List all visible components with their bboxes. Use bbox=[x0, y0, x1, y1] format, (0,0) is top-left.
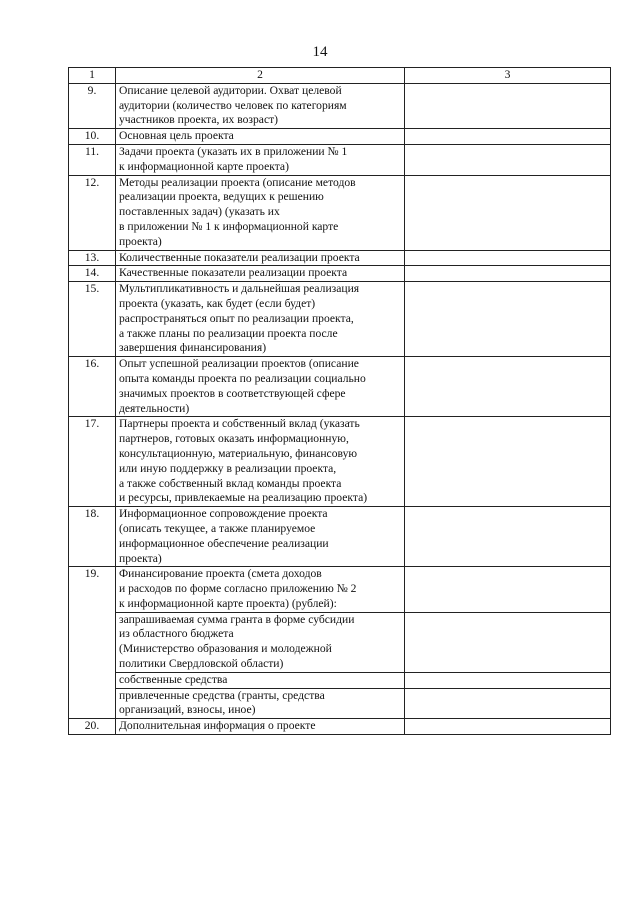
financing-row bbox=[69, 567, 611, 612]
table-header-row bbox=[69, 68, 611, 84]
row-value-cell[interactable] bbox=[405, 672, 611, 688]
row-value-cell[interactable] bbox=[405, 83, 611, 128]
project-info-table bbox=[68, 67, 611, 735]
table-row bbox=[69, 266, 611, 282]
row-value-cell[interactable] bbox=[405, 282, 611, 357]
row-label: Мультипликативность и дальнейшая реализация проекта (указать, как будет (если будет) распространяться опыт по реализации проекта, а также планы по реализации проекта после завершения финансирования) bbox=[116, 282, 405, 357]
table-row bbox=[69, 357, 611, 417]
row-label: Описание целевой аудитории. Охват целевой аудитории (количество человек по категориям участников проекта, их возраст) bbox=[116, 83, 405, 128]
table-row bbox=[69, 83, 611, 128]
table-row bbox=[69, 417, 611, 507]
row-number: 15. bbox=[69, 282, 116, 357]
row-number: 9. bbox=[69, 83, 116, 128]
financing-subrow bbox=[69, 612, 611, 672]
row-value-cell[interactable] bbox=[405, 175, 611, 250]
table-row bbox=[69, 507, 611, 567]
row-value-cell[interactable] bbox=[405, 567, 611, 612]
row-value-cell[interactable] bbox=[405, 719, 611, 735]
financing-subrow-label: запрашиваемая сумма гранта в форме субсидии из областного бюджета (Министерство образования и молодежной политики Свердловской области) bbox=[116, 612, 405, 672]
table-row bbox=[69, 144, 611, 175]
row-label: Основная цель проекта bbox=[116, 129, 405, 145]
column-header-2: 2 bbox=[116, 68, 405, 84]
row-number: 18. bbox=[69, 507, 116, 567]
column-header-1: 1 bbox=[69, 68, 116, 84]
row-label: Дополнительная информация о проекте bbox=[116, 719, 405, 735]
row-number: 13. bbox=[69, 250, 116, 266]
table-row bbox=[69, 719, 611, 735]
row-number: 10. bbox=[69, 129, 116, 145]
row-label: Задачи проекта (указать их в приложении № 1 к информационной карте проекта) bbox=[116, 144, 405, 175]
row-label: Качественные показатели реализации проекта bbox=[116, 266, 405, 282]
row-label: Опыт успешной реализации проектов (описание опыта команды проекта по реализации социально значимых проектов в соответствующей сфере деятельности) bbox=[116, 357, 405, 417]
row-label: Партнеры проекта и собственный вклад (указать партнеров, готовых оказать информационную, консультационную, материальную, финансовую или иную поддержку в реализации проекта, а также собственный вклад команды проекта и ресурсы, привлекаемые на реализацию проекта) bbox=[116, 417, 405, 507]
row-value-cell[interactable] bbox=[405, 417, 611, 507]
row-number: 14. bbox=[69, 266, 116, 282]
financing-subrow-label: собственные средства bbox=[116, 672, 405, 688]
row-value-cell[interactable] bbox=[405, 688, 611, 719]
column-header-3: 3 bbox=[405, 68, 611, 84]
table-row bbox=[69, 175, 611, 250]
table-row bbox=[69, 129, 611, 145]
row-label: Количественные показатели реализации проекта bbox=[116, 250, 405, 266]
row-value-cell[interactable] bbox=[405, 357, 611, 417]
row-value-cell[interactable] bbox=[405, 129, 611, 145]
row-value-cell[interactable] bbox=[405, 250, 611, 266]
row-value-cell[interactable] bbox=[405, 266, 611, 282]
row-number: 11. bbox=[69, 144, 116, 175]
table-row bbox=[69, 282, 611, 357]
page-number: 14 bbox=[312, 44, 328, 60]
row-number: 17. bbox=[69, 417, 116, 507]
row-value-cell[interactable] bbox=[405, 612, 611, 672]
row-value-cell[interactable] bbox=[405, 144, 611, 175]
row-number: 20. bbox=[69, 719, 116, 735]
financing-subrow bbox=[69, 672, 611, 688]
row-value-cell[interactable] bbox=[405, 507, 611, 567]
row-number: 19. bbox=[69, 567, 116, 719]
financing-subrow-label: привлеченные средства (гранты, средства организаций, взносы, иное) bbox=[116, 688, 405, 719]
row-number: 16. bbox=[69, 357, 116, 417]
financing-subrow bbox=[69, 688, 611, 719]
row-label: Информационное сопровождение проекта (описать текущее, а также планируемое информационное обеспечение реализации проекта) bbox=[116, 507, 405, 567]
row-number: 12. bbox=[69, 175, 116, 250]
financing-label: Финансирование проекта (смета доходов и расходов по форме согласно приложению № 2 к информационной карте проекта) (рублей): bbox=[116, 567, 405, 612]
row-label: Методы реализации проекта (описание методов реализации проекта, ведущих к решению поставленных задач) (указать их в приложении № 1 к информационной карте проекта) bbox=[116, 175, 405, 250]
table-row bbox=[69, 250, 611, 266]
